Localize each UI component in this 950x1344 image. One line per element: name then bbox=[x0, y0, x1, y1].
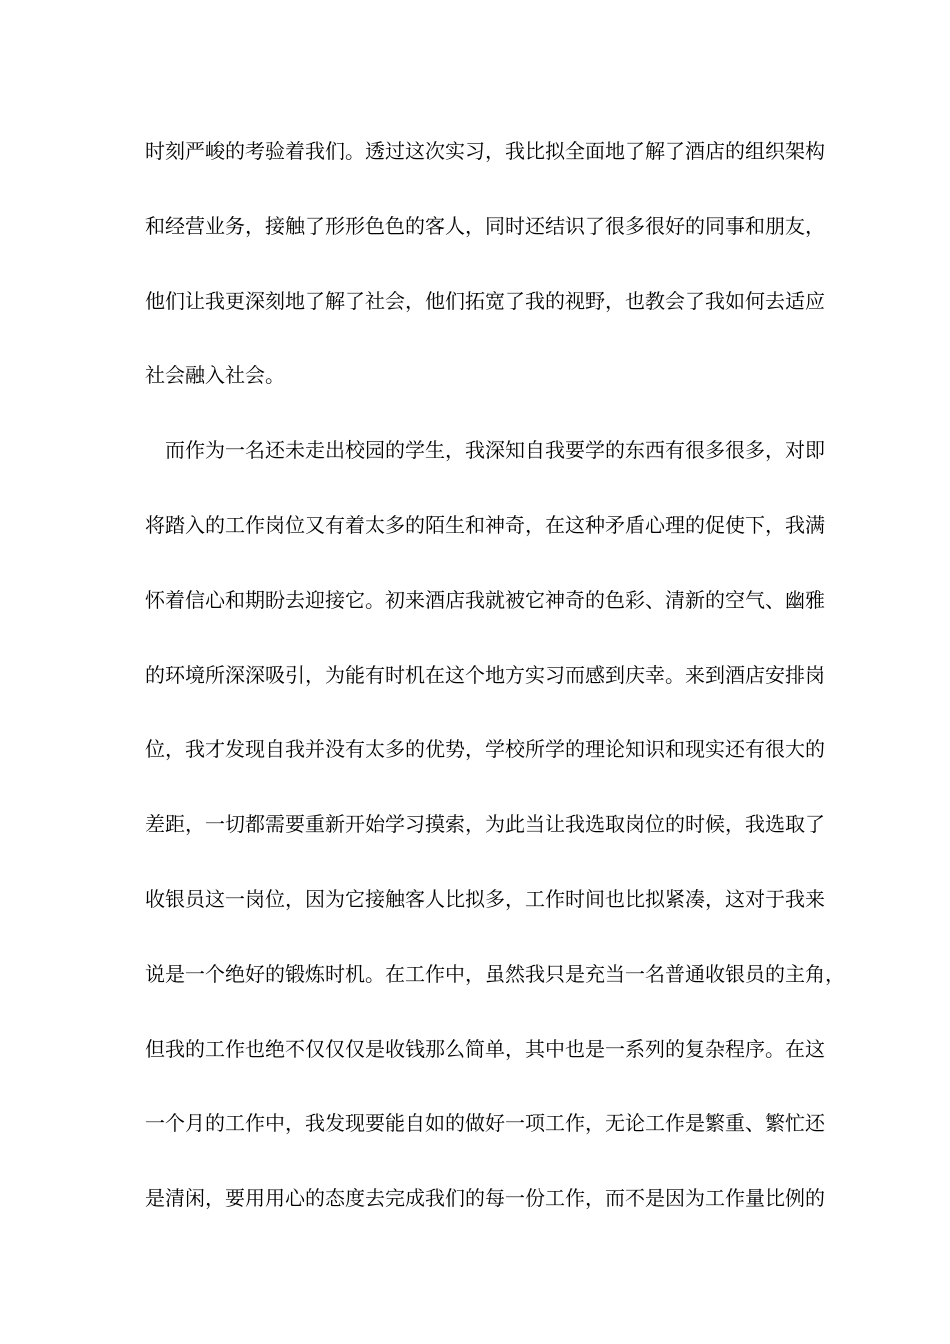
text-line: 社会融入社会。 bbox=[145, 363, 285, 388]
text-line: 差距，一切都需要重新开始学习摸索，为此当让我选取岗位的时候，我选取了 bbox=[145, 812, 825, 837]
text-line: 是清闲，要用用心的态度去完成我们的每一份工作，而不是因为工作量比例的 bbox=[145, 1186, 825, 1211]
text-line: 时刻严峻的考验着我们。透过这次实习，我比拟全面地了解了酒店的组织架构 bbox=[145, 139, 825, 163]
text-line: 收银员这一岗位，因为它接触客人比拟多，工作时间也比拟紧凑，这对于我来 bbox=[145, 886, 825, 911]
text-line: 位，我才发现自我并没有太多的优势，学校所学的理论知识和现实还有很大的 bbox=[145, 737, 825, 762]
text-line: 他们让我更深刻地了解了社会，他们拓宽了我的视野，也教会了我如何去适应 bbox=[145, 288, 825, 313]
text-line: 将踏入的工作岗位又有着太多的陌生和神奇，在这种矛盾心理的促使下，我满 bbox=[145, 512, 825, 537]
text-line: 一个月的工作中，我发现要能自如的做好一项工作，无论工作是繁重、繁忙还 bbox=[145, 1111, 825, 1136]
text-line: 而作为一名还未走出校园的学生，我深知自我要学的东西有很多很多，对即 bbox=[145, 438, 825, 463]
text-line: 但我的工作也绝不仅仅仅是收钱那么简单，其中也是一系列的复杂程序。在这 bbox=[145, 1036, 825, 1061]
text-line: 怀着信心和期盼去迎接它。初来酒店我就被它神奇的色彩、清新的空气、幽雅 bbox=[145, 587, 825, 612]
text-line: 说是一个绝好的锻炼时机。在工作中，虽然我只是充当一名普通收银员的主角， bbox=[145, 961, 845, 986]
body-text bbox=[145, 127, 845, 1249]
text-line: 的环境所深深吸引，为能有时机在这个地方实习而感到庆幸。来到酒店安排岗 bbox=[145, 662, 825, 687]
text-line: 和经营业务，接触了形形色色的客人，同时还结识了很多很好的同事和朋友， bbox=[145, 213, 825, 238]
